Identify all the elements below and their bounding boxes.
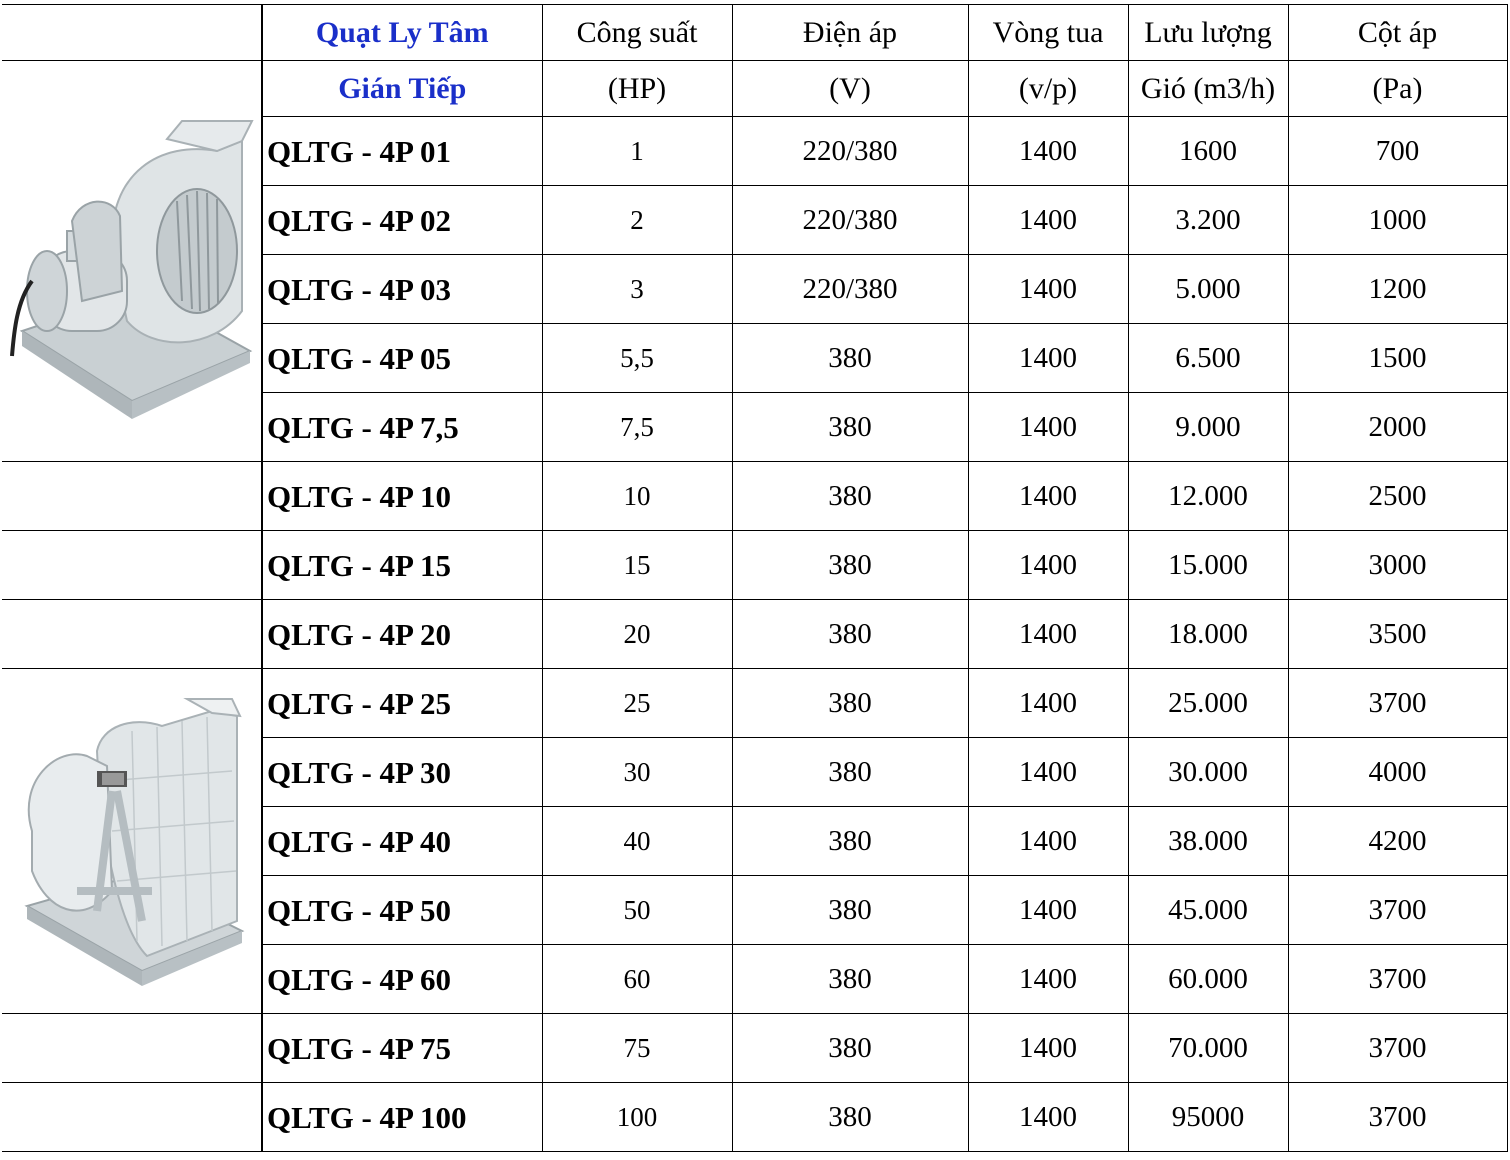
power-cell: 100 bbox=[542, 1083, 732, 1152]
model-cell: QLTG - 4P 75 bbox=[262, 1014, 542, 1083]
blank-image-cell bbox=[2, 1083, 262, 1152]
voltage-cell: 380 bbox=[732, 807, 968, 876]
header-power-unit: (HP) bbox=[542, 61, 732, 117]
airflow-cell: 3.200 bbox=[1128, 186, 1288, 255]
power-cell: 15 bbox=[542, 531, 732, 600]
power-cell: 3 bbox=[542, 255, 732, 324]
pressure-cell: 3000 bbox=[1288, 531, 1507, 600]
fan-image-cell-2 bbox=[2, 669, 262, 1014]
header-voltage-unit: (V) bbox=[732, 61, 968, 117]
blank-image-cell bbox=[2, 1014, 262, 1083]
pressure-cell: 4000 bbox=[1288, 738, 1507, 807]
header-pressure-unit: (Pa) bbox=[1288, 61, 1507, 117]
pressure-cell: 3700 bbox=[1288, 1014, 1507, 1083]
model-cell: QLTG - 4P 7,5 bbox=[262, 393, 542, 462]
header-pressure: Cột áp bbox=[1288, 5, 1507, 61]
header-blank-cell bbox=[2, 5, 262, 61]
pressure-cell: 1500 bbox=[1288, 324, 1507, 393]
header-voltage: Điện áp bbox=[732, 5, 968, 61]
rpm-cell: 1400 bbox=[968, 255, 1128, 324]
airflow-cell: 6.500 bbox=[1128, 324, 1288, 393]
header-power: Công suất bbox=[542, 5, 732, 61]
airflow-cell: 18.000 bbox=[1128, 600, 1288, 669]
voltage-cell: 380 bbox=[732, 393, 968, 462]
pressure-cell: 1000 bbox=[1288, 186, 1507, 255]
airflow-cell: 9.000 bbox=[1128, 393, 1288, 462]
power-cell: 75 bbox=[542, 1014, 732, 1083]
pressure-cell: 4200 bbox=[1288, 807, 1507, 876]
voltage-cell: 380 bbox=[732, 462, 968, 531]
table-row bbox=[2, 462, 1507, 531]
airflow-cell: 45.000 bbox=[1128, 876, 1288, 945]
voltage-cell: 380 bbox=[732, 669, 968, 738]
rpm-cell: 1400 bbox=[968, 1014, 1128, 1083]
model-cell: QLTG - 4P 25 bbox=[262, 669, 542, 738]
rpm-cell: 1400 bbox=[968, 945, 1128, 1014]
model-cell: QLTG - 4P 20 bbox=[262, 600, 542, 669]
table-row bbox=[2, 600, 1507, 669]
voltage-cell: 220/380 bbox=[732, 117, 968, 186]
power-cell: 1 bbox=[542, 117, 732, 186]
model-cell: QLTG - 4P 100 bbox=[262, 1083, 542, 1152]
pressure-cell: 2500 bbox=[1288, 462, 1507, 531]
blank-image-cell bbox=[2, 531, 262, 600]
model-cell: QLTG - 4P 60 bbox=[262, 945, 542, 1014]
voltage-cell: 380 bbox=[732, 600, 968, 669]
voltage-cell: 380 bbox=[732, 738, 968, 807]
pressure-cell: 3700 bbox=[1288, 1083, 1507, 1152]
voltage-cell: 380 bbox=[732, 1083, 968, 1152]
model-cell: QLTG - 4P 10 bbox=[262, 462, 542, 531]
power-cell: 5,5 bbox=[542, 324, 732, 393]
rpm-cell: 1400 bbox=[968, 1083, 1128, 1152]
header-rpm-unit: (v/p) bbox=[968, 61, 1128, 117]
table-row bbox=[2, 531, 1507, 600]
rpm-cell: 1400 bbox=[968, 462, 1128, 531]
power-cell: 20 bbox=[542, 600, 732, 669]
voltage-cell: 380 bbox=[732, 876, 968, 945]
rpm-cell: 1400 bbox=[968, 876, 1128, 945]
airflow-cell: 5.000 bbox=[1128, 255, 1288, 324]
airflow-cell: 1600 bbox=[1128, 117, 1288, 186]
voltage-cell: 220/380 bbox=[732, 186, 968, 255]
airflow-cell: 15.000 bbox=[1128, 531, 1288, 600]
fan-spec-table bbox=[2, 4, 1508, 1152]
blank-image-cell bbox=[2, 600, 262, 669]
power-cell: 25 bbox=[542, 669, 732, 738]
model-cell: QLTG - 4P 03 bbox=[262, 255, 542, 324]
power-cell: 7,5 bbox=[542, 393, 732, 462]
rpm-cell: 1400 bbox=[968, 738, 1128, 807]
airflow-cell: 12.000 bbox=[1128, 462, 1288, 531]
power-cell: 30 bbox=[542, 738, 732, 807]
fan-image-cell-1 bbox=[2, 61, 262, 462]
header-airflow-unit: Gió (m3/h) bbox=[1128, 61, 1288, 117]
airflow-cell: 60.000 bbox=[1128, 945, 1288, 1014]
rpm-cell: 1400 bbox=[968, 807, 1128, 876]
airflow-cell: 38.000 bbox=[1128, 807, 1288, 876]
header-row-2 bbox=[2, 61, 1507, 117]
blank-image-cell bbox=[2, 462, 262, 531]
voltage-cell: 380 bbox=[732, 1014, 968, 1083]
power-cell: 60 bbox=[542, 945, 732, 1014]
airflow-cell: 95000 bbox=[1128, 1083, 1288, 1152]
voltage-cell: 380 bbox=[732, 324, 968, 393]
power-cell: 10 bbox=[542, 462, 732, 531]
rpm-cell: 1400 bbox=[968, 600, 1128, 669]
pressure-cell: 700 bbox=[1288, 117, 1507, 186]
table-row bbox=[2, 1083, 1507, 1152]
pressure-cell: 3700 bbox=[1288, 876, 1507, 945]
centrifugal-fan-large-icon bbox=[2, 691, 260, 991]
rpm-cell: 1400 bbox=[968, 393, 1128, 462]
table-row bbox=[2, 1014, 1507, 1083]
header-row-1 bbox=[2, 5, 1507, 61]
pressure-cell: 1200 bbox=[1288, 255, 1507, 324]
header-title-line1: Quạt Ly Tâm bbox=[262, 5, 542, 61]
model-cell: QLTG - 4P 30 bbox=[262, 738, 542, 807]
model-cell: QLTG - 4P 02 bbox=[262, 186, 542, 255]
rpm-cell: 1400 bbox=[968, 117, 1128, 186]
centrifugal-fan-small-icon bbox=[2, 101, 260, 421]
model-cell: QLTG - 4P 01 bbox=[262, 117, 542, 186]
model-cell: QLTG - 4P 50 bbox=[262, 876, 542, 945]
airflow-cell: 70.000 bbox=[1128, 1014, 1288, 1083]
power-cell: 2 bbox=[542, 186, 732, 255]
power-cell: 40 bbox=[542, 807, 732, 876]
pressure-cell: 2000 bbox=[1288, 393, 1507, 462]
pressure-cell: 3500 bbox=[1288, 600, 1507, 669]
rpm-cell: 1400 bbox=[968, 186, 1128, 255]
table-row bbox=[2, 669, 1507, 738]
voltage-cell: 380 bbox=[732, 945, 968, 1014]
rpm-cell: 1400 bbox=[968, 531, 1128, 600]
voltage-cell: 380 bbox=[732, 531, 968, 600]
model-cell: QLTG - 4P 15 bbox=[262, 531, 542, 600]
pressure-cell: 3700 bbox=[1288, 945, 1507, 1014]
header-rpm: Vòng tua bbox=[968, 5, 1128, 61]
airflow-cell: 25.000 bbox=[1128, 669, 1288, 738]
header-title-line2: Gián Tiếp bbox=[262, 61, 542, 117]
airflow-cell: 30.000 bbox=[1128, 738, 1288, 807]
voltage-cell: 220/380 bbox=[732, 255, 968, 324]
rpm-cell: 1400 bbox=[968, 669, 1128, 738]
rpm-cell: 1400 bbox=[968, 324, 1128, 393]
model-cell: QLTG - 4P 40 bbox=[262, 807, 542, 876]
header-airflow: Lưu lượng bbox=[1128, 5, 1288, 61]
pressure-cell: 3700 bbox=[1288, 669, 1507, 738]
power-cell: 50 bbox=[542, 876, 732, 945]
model-cell: QLTG - 4P 05 bbox=[262, 324, 542, 393]
